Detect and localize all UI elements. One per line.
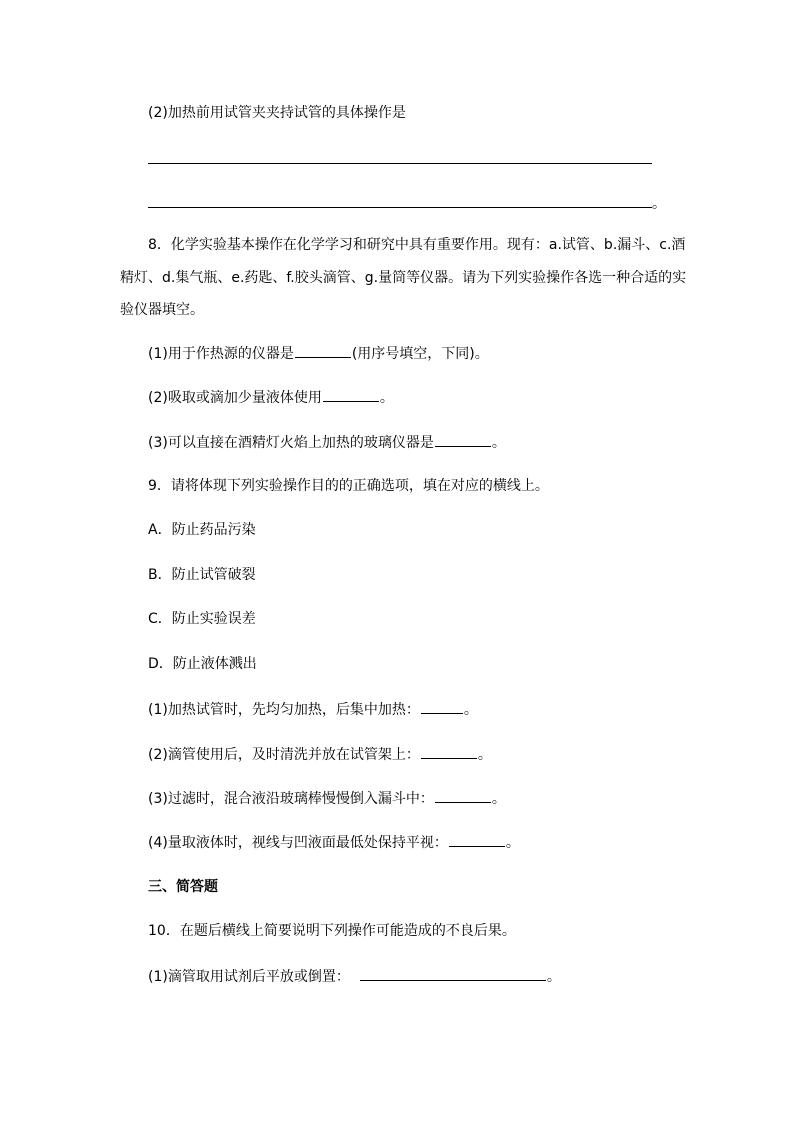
q8-part3-blank[interactable] [435, 432, 491, 447]
q9-part2: (2)滴管使用后，及时清洗并放在试管架上： 。 [148, 744, 492, 765]
q9-option-b: B．防止试管破裂 [148, 567, 256, 583]
q8-part2: (2)吸取或滴加少量液体使用 。 [148, 387, 394, 408]
q9-option-c: C．防止实验误差 [148, 611, 256, 627]
q7-answer-line-2[interactable] [148, 207, 652, 208]
q10-part1: (1)滴管取用试剂后平放或倒置： 。 [148, 966, 561, 987]
q9-part3: (3)过滤时，混合液沿玻璃棒慢慢倒入漏斗中： 。 [148, 788, 506, 809]
q8-part1: (1)用于作热源的仪器是 (用序号填空，下同)。 [148, 343, 489, 364]
section-heading: 三、简答题 [148, 879, 218, 895]
q9-part4-blank[interactable] [449, 832, 505, 847]
q7-answer-line-1[interactable] [148, 163, 652, 164]
q9-part3-blank[interactable] [435, 788, 491, 803]
q9-part4: (4)量取液体时，视线与凹液面最低处保持平视： 。 [148, 832, 520, 853]
q8-stem-line-2: 精灯、d.集气瓶、e.药匙、f.胶头滴管、g.量筒等仪器。请为下列实验操作各选一种合适的实 [120, 270, 687, 286]
q7-part2-text: (2)加热前用试管夹夹持试管的具体操作是 [148, 105, 406, 121]
q8-part2-blank[interactable] [323, 387, 379, 402]
q9-part2-blank[interactable] [421, 744, 477, 759]
q10-part1-blank[interactable] [360, 966, 546, 981]
q8-part1-blank[interactable] [295, 343, 351, 358]
q8-stem-line-1: 8．化学实验基本操作在化学学习和研究中具有重要作用。现有：a.试管、b.漏斗、c.酒 [148, 237, 686, 253]
q9-part1-blank[interactable] [421, 699, 463, 714]
q9-part1: (1)加热试管时，先均匀加热，后集中加热： 。 [148, 699, 478, 720]
q9-option-d: D．防止液体溅出 [148, 656, 257, 672]
q7-end-mark: 。 [652, 196, 666, 212]
q8-part3: (3)可以直接在酒精灯火焰上加热的玻璃仪器是 。 [148, 432, 506, 453]
q10-stem: 10．在题后横线上简要说明下列操作可能造成的不良后果。 [148, 923, 516, 939]
q9-stem: 9．请将体现下列实验操作目的的正确选项，填在对应的横线上。 [148, 478, 549, 494]
q9-option-a: A．防止药品污染 [148, 522, 256, 538]
q8-stem-line-3: 验仪器填空。 [120, 302, 204, 318]
